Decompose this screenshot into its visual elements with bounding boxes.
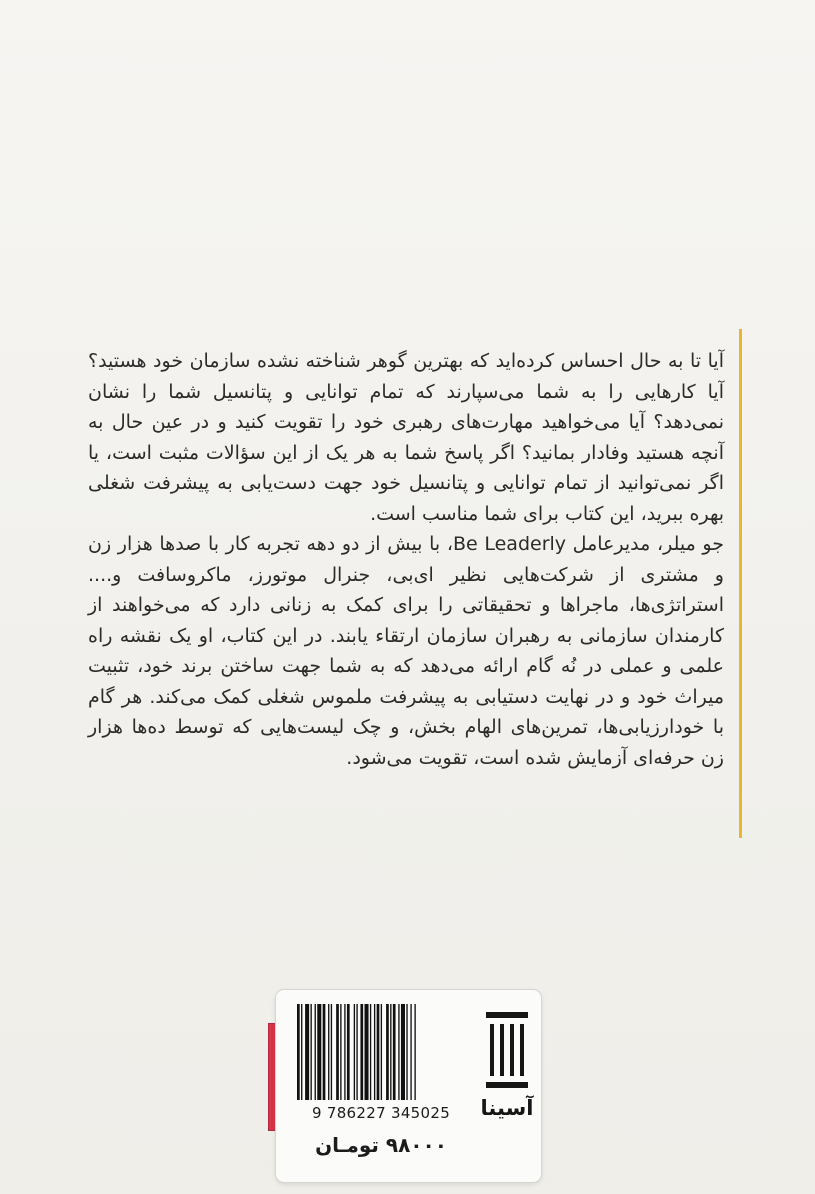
barcode-stripe <box>344 1004 345 1100</box>
barcode-stripe <box>381 1004 382 1100</box>
price-sticker <box>276 990 541 1182</box>
barcode-stripe <box>356 1004 357 1100</box>
blurb-paragraph-2 <box>88 529 724 773</box>
barcode-stripe <box>328 1004 329 1100</box>
isbn-number: 9 786227 345025 <box>311 1104 451 1122</box>
barcode-stripe <box>323 1004 326 1100</box>
publisher-name: آسینا <box>480 1096 534 1120</box>
barcode-stripe <box>398 1004 399 1100</box>
barcode-stripe <box>317 1004 321 1100</box>
barcode-stripe <box>410 1004 411 1100</box>
yellow-accent-bar <box>739 329 742 838</box>
barcode-stripe <box>347 1004 350 1100</box>
barcode-stripe <box>377 1004 380 1100</box>
barcode-stripe <box>401 1004 405 1100</box>
barcode-stripe <box>336 1004 339 1100</box>
blurb-paragraph-1: آیا تا به حال احساس کرده‌اید که بهترین گوهر شناخته نشده سازمان خود هستید؟ آیا کارهایی را به شما می‌سپارند که تمام توانایی و پتانسیل شما را نشان نمی‌دهد؟ آیا می‌خواهید مهارت‌های رهبری خود را تقویت کنید و در عین حال به آنچه هستید وفادار بمانید؟ اگر پاسخ شما به هر یک از این سؤالات مثبت است، یا اگر نمی‌توانید از تمام توانایی و پتانسیل خود جهت دست‌یابی به پیشرفت شغلی بهره ببرید، این کتاب برای شما مناسب است. <box>88 350 724 525</box>
barcode-stripe <box>374 1004 375 1100</box>
barcode-stripe <box>390 1004 391 1100</box>
publisher-mark-icon <box>486 1012 528 1092</box>
barcode-stripe <box>414 1004 415 1100</box>
company-name: Be Leaderly <box>452 533 567 555</box>
barcode-stripe <box>331 1004 332 1100</box>
barcode-stripe <box>315 1004 316 1100</box>
barcode-stripe <box>370 1004 371 1100</box>
barcode-stripe <box>301 1004 302 1100</box>
blurb-paragraph-2-start: جو میلر، مدیرعامل <box>566 533 724 555</box>
barcode-stripe <box>393 1004 396 1100</box>
barcode-stripe <box>354 1004 355 1100</box>
barcode <box>295 1004 463 1100</box>
barcode-stripe <box>406 1004 407 1100</box>
blurb-paragraph-2-end: ، با بیش از دو دهه تجربه کار با صدها هزار زن و مشتری از شرکت‌هایی نظیر ای‌بی، جنرال موتورز، ماکروسافت و.... استراتژی‌ها، ماجراها و تحقیقاتی را برای کمک به زنانی دارد که می‌خواهند از کارمندان سازمانی به رهبران سازمان ارتقاء یابند. در این کتاب، او یک نقشه راه علمی و عملی در نُه گام ارائه می‌دهد که به شما جهت ساختن برند خود، تثبیت میراث خود و در نهایت دستیابی به پیشرفت ملموس شغلی کمک می‌کند. هر گام با خودارزیابی‌ها، تمرین‌های الهام بخش، و چک لیست‌هایی که توسط ده‌ها هزار زن حرفه‌ای آزمایش شده است، تقویت می‌شود. <box>88 533 724 769</box>
barcode-stripe <box>297 1004 300 1100</box>
barcode-stripe <box>311 1004 312 1100</box>
barcode-stripe <box>365 1004 369 1100</box>
barcode-stripe <box>305 1004 309 1100</box>
back-cover-blurb <box>88 346 724 773</box>
barcode-stripe <box>386 1004 389 1100</box>
barcode-stripe <box>340 1004 341 1100</box>
price-label: ۹۸۰۰۰ تومـان <box>315 1133 447 1157</box>
barcode-stripe <box>360 1004 363 1100</box>
